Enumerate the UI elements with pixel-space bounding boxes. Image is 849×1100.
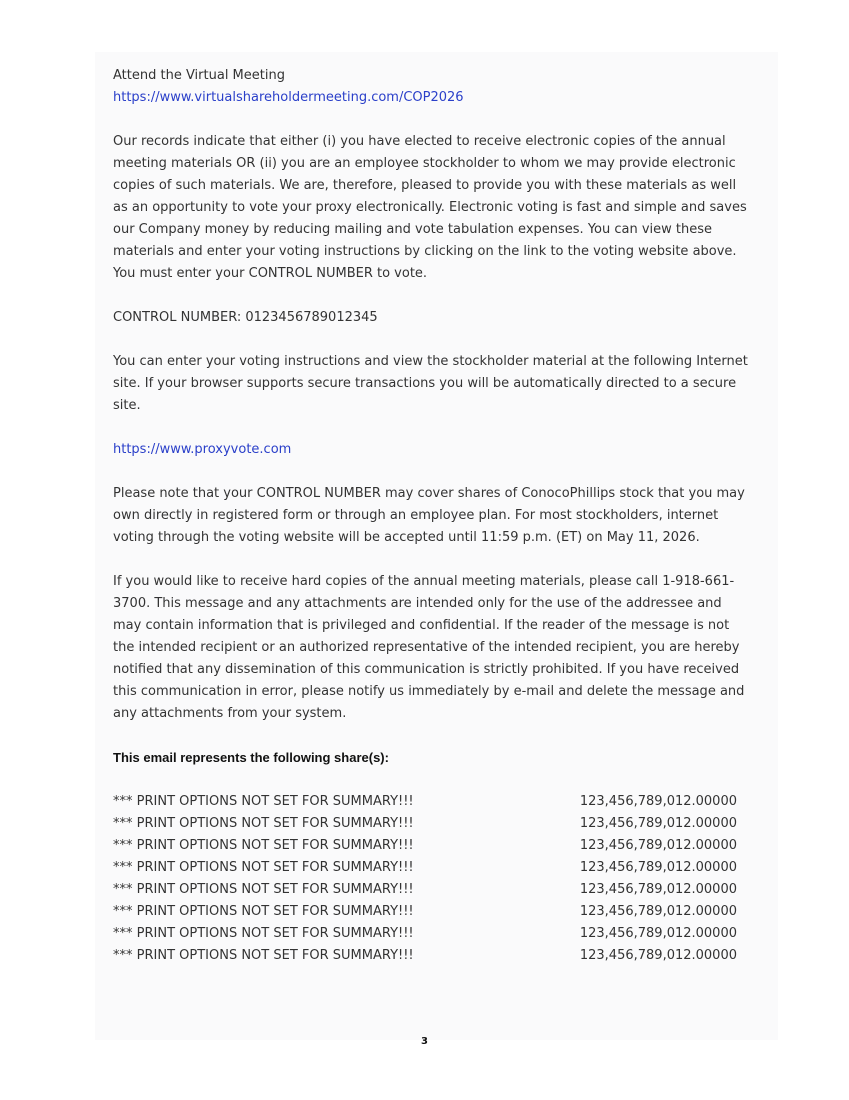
share-value: 123,456,789,012.00000: [579, 794, 737, 809]
share-value: 123,456,789,012.00000: [579, 860, 737, 875]
share-row: [113, 835, 737, 857]
share-value: 123,456,789,012.00000: [579, 838, 737, 853]
share-label: *** PRINT OPTIONS NOT SET FOR SUMMARY!!!: [113, 794, 414, 809]
hard-copies-paragraph: If you would like to receive hard copies of the annual meeting materials, please call 1-918-661-3700. This message and any attachments are intended only for the use of the addressee and may contain information that is privileged and confidential. If the reader of the message is not the intended recipient or an authorized representative of the intended recipient, you are hereby notified that any dissemination of this communication is strictly prohibited. If you have received this communication in error, please notify us immediately by e-mail and delete the message and any attachments from your system.: [113, 574, 745, 721]
instructions-paragraph: You can enter your voting instructions and view the stockholder material at the following Internet site. If your browser supports secure transactions you will be automatically directed to a secure site.: [113, 354, 748, 413]
share-row: [113, 813, 737, 835]
share-row: [113, 791, 737, 813]
email-content: [113, 65, 753, 967]
share-value: 123,456,789,012.00000: [579, 948, 737, 963]
share-row: [113, 923, 737, 945]
note-paragraph: Please note that your CONTROL NUMBER may cover shares of ConocoPhillips stock that you may own directly in registered form or through an employee plan. For most stockholders, internet voting through the voting website will be accepted until 11:59 p.m. (ET) on May 11, 2026.: [113, 486, 745, 545]
meeting-header: [113, 65, 753, 109]
share-label: *** PRINT OPTIONS NOT SET FOR SUMMARY!!!: [113, 904, 414, 919]
share-row: [113, 901, 737, 923]
share-row: [113, 945, 737, 967]
share-value: 123,456,789,012.00000: [579, 882, 737, 897]
share-label: *** PRINT OPTIONS NOT SET FOR SUMMARY!!!: [113, 882, 414, 897]
attend-meeting-label: Attend the Virtual Meeting: [113, 68, 285, 83]
intro-paragraph: Our records indicate that either (i) you have elected to receive electronic copies of the annual meeting materials OR (ii) you are an employee stockholder to whom we may provide electronic copies of such materials. We are, therefore, pleased to provide you with these materials as well as an opportunity to vote your proxy electronically. Electronic voting is fast and simple and saves our Company money by reducing mailing and vote tabulation expenses. You can view these materials and enter your voting instructions by clicking on the link to the voting website above. You must enter your CONTROL NUMBER to vote.: [113, 134, 747, 281]
virtual-meeting-link[interactable]: https://www.virtualshareholdermeeting.com/COP2026: [113, 90, 464, 105]
proxyvote-link[interactable]: https://www.proxyvote.com: [113, 442, 292, 457]
share-label: *** PRINT OPTIONS NOT SET FOR SUMMARY!!!: [113, 816, 414, 831]
control-number: CONTROL NUMBER: 0123456789012345: [113, 310, 378, 325]
share-label: *** PRINT OPTIONS NOT SET FOR SUMMARY!!!: [113, 838, 414, 853]
share-label: *** PRINT OPTIONS NOT SET FOR SUMMARY!!!: [113, 926, 414, 941]
share-value: 123,456,789,012.00000: [579, 904, 737, 919]
share-row: [113, 879, 737, 901]
share-value: 123,456,789,012.00000: [579, 816, 737, 831]
share-row: [113, 857, 737, 879]
share-value: 123,456,789,012.00000: [579, 926, 737, 941]
share-label: *** PRINT OPTIONS NOT SET FOR SUMMARY!!!: [113, 948, 414, 963]
share-label: *** PRINT OPTIONS NOT SET FOR SUMMARY!!!: [113, 860, 414, 875]
shares-heading: This email represents the following share(s):: [113, 750, 389, 765]
shares-list: [113, 791, 753, 967]
page-number: 3: [421, 1036, 428, 1047]
